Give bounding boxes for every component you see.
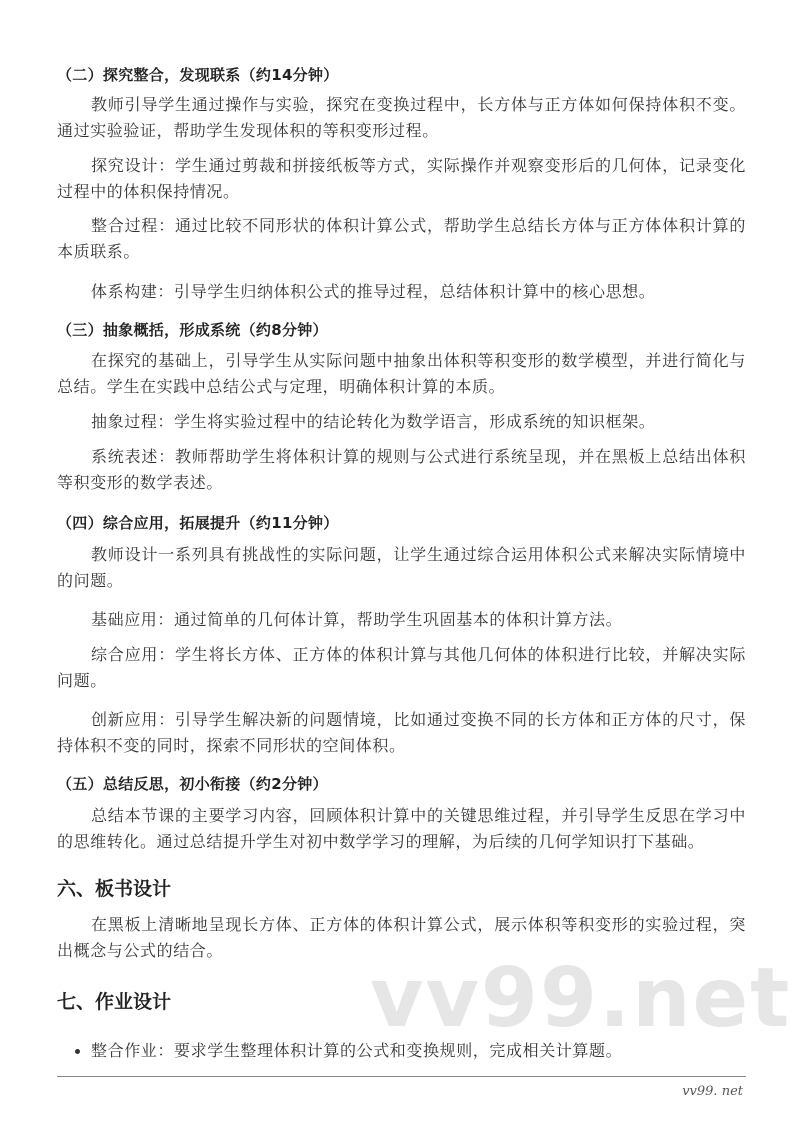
section-heading: （五）总结反思，初小衔接（约2分钟）	[57, 775, 328, 793]
board-design-heading: 六、板书设计	[57, 878, 172, 900]
paragraph: 在探究的基础上，引导学生从实际问题中抽象出体积等积变形的数学模型，并进行简化与总结。学生在实践中总结公式与定理，明确体积计算的本质。	[57, 351, 746, 396]
paragraph: 抽象过程：学生将实验过程中的结论转化为数学语言，形成系统的知识框架。	[91, 412, 656, 431]
paragraph: 教师引导学生通过操作与实验，探究在变换过程中，长方体与正方体如何保持体积不变。通过实验验证，帮助学生发现体积的等积变形过程。	[57, 95, 746, 140]
bullet-icon	[75, 1049, 80, 1054]
paragraph: 教师设计一系列具有挑战性的实际问题，让学生通过综合运用体积公式来解决实际情境中的问题。	[57, 545, 746, 590]
section-heading: （二）探究整合，发现联系（约14分钟）	[57, 66, 339, 84]
paragraph: 综合应用：学生将长方体、正方体的体积计算与其他几何体的体积进行比较，并解决实际问题。	[57, 645, 746, 690]
paragraph: 体系构建：引导学生归纳体积公式的推导过程，总结体积计算中的核心思想。	[91, 282, 656, 301]
paragraph: 在黑板上清晰地呈现长方体、正方体的体积计算公式，展示体积等积变形的实验过程，突出概念与公式的结合。	[57, 915, 746, 960]
paragraph: 整合过程：通过比较不同形状的体积计算公式，帮助学生总结长方体与正方体体积计算的本质联系。	[57, 216, 746, 261]
footer-text: vv99. net	[682, 1084, 743, 1099]
paragraph: 总结本节课的主要学习内容，回顾体积计算中的关键思维过程，并引导学生反思在学习中的思维转化。通过总结提升学生对初中数学学习的理解，为后续的几何学知识打下基础。	[57, 806, 746, 851]
section-heading: （四）综合应用，拓展提升（约11分钟）	[57, 514, 339, 532]
homework-item	[57, 1038, 746, 1064]
section-heading: （三）抽象概括，形成系统（约8分钟）	[57, 321, 328, 339]
homework-item-text: 整合作业：要求学生整理体积计算的公式和变换规则，完成相关计算题。	[91, 1041, 623, 1060]
paragraph: 创新应用：引导学生解决新的问题情境，比如通过变换不同的长方体和正方体的尺寸，保持体积不变的同时，探索不同形状的空间体积。	[57, 710, 746, 755]
paragraph: 基础应用：通过简单的几何体计算，帮助学生巩固基本的体积计算方法。	[91, 610, 623, 629]
paragraph: 系统表述：教师帮助学生将体积计算的规则与公式进行系统呈现，并在黑板上总结出体积等积变形的数学表述。	[57, 447, 746, 492]
homework-heading: 七、作业设计	[57, 991, 172, 1013]
footer-divider	[57, 1076, 746, 1077]
paragraph: 探究设计：学生通过剪裁和拼接纸板等方式，实际操作并观察变形后的几何体，记录变化过程中的体积保持情况。	[57, 156, 746, 201]
watermark: vv99.net	[370, 951, 792, 1046]
